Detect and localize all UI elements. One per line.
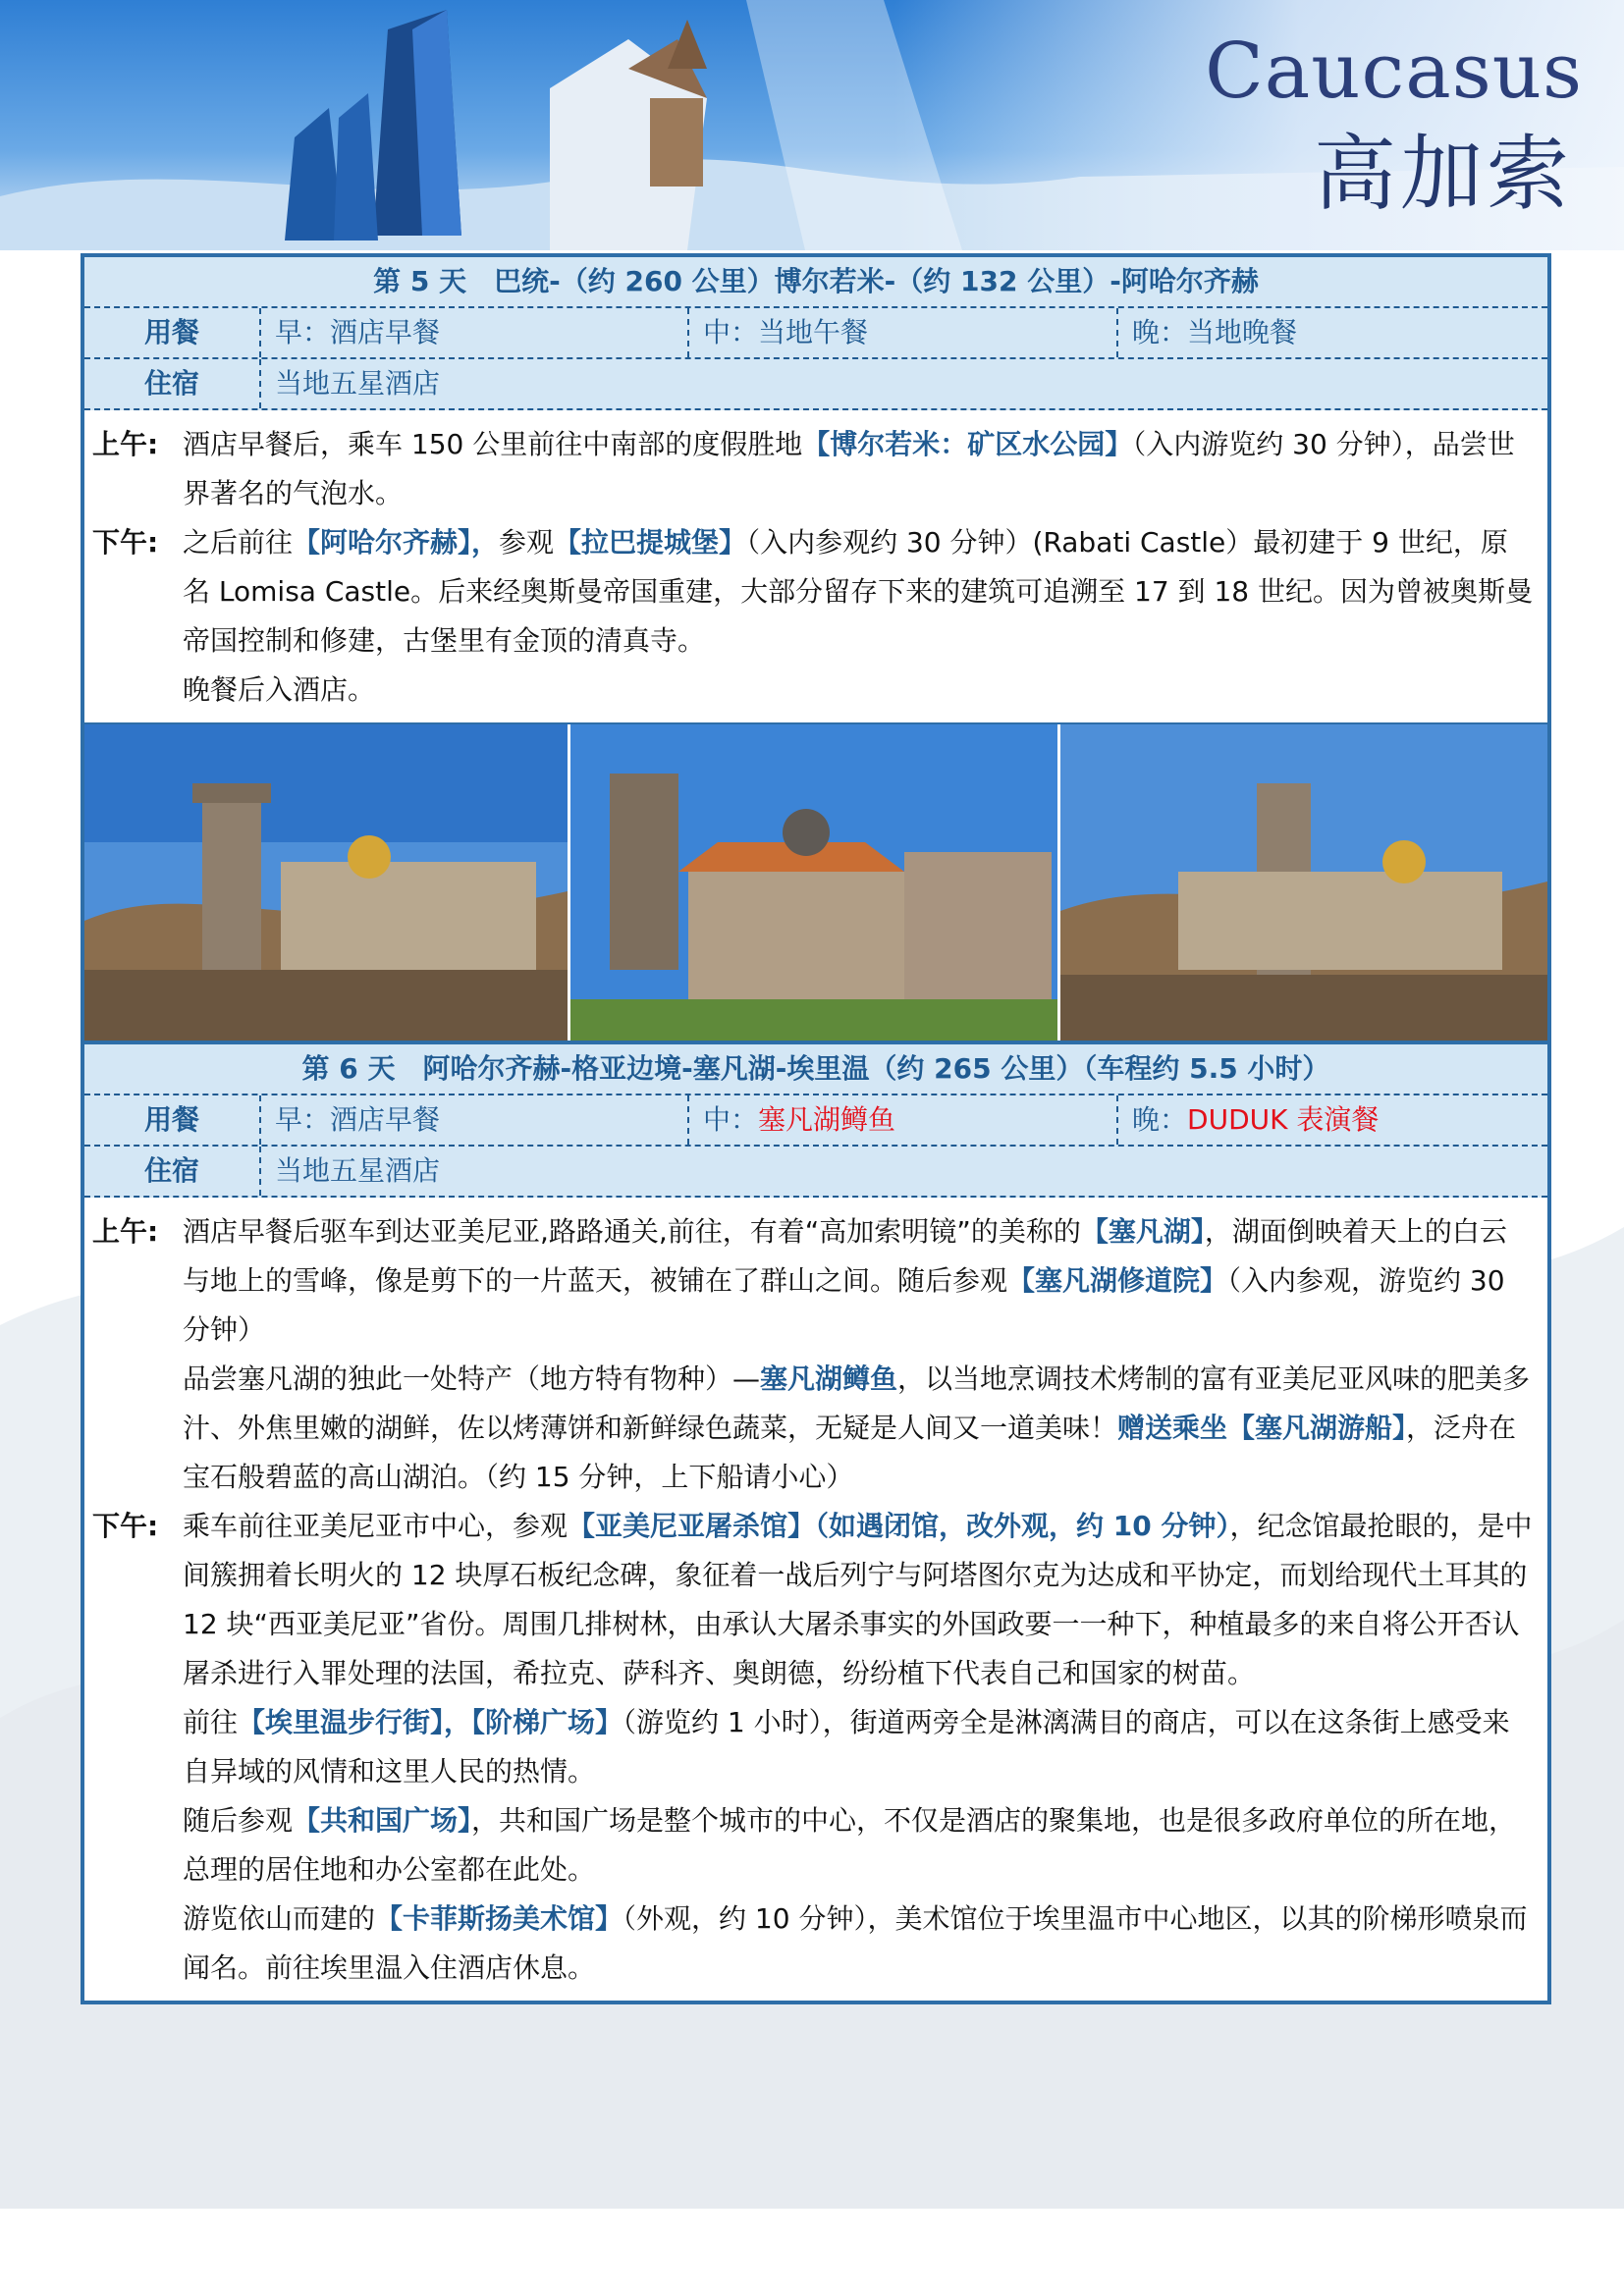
meals-label: 用餐 <box>84 1095 261 1145</box>
day5-morning <box>92 420 1534 518</box>
morning-label: 上午: <box>92 428 159 460</box>
highlight: 【共和国广场】 <box>293 1804 472 1837</box>
highlight: 【博尔若米：矿区水公园】 <box>802 428 1133 460</box>
morning-label: 上午: <box>92 1215 159 1248</box>
text: （入内参观约 30 分钟）(Rabati Castle）最初建于 9 世纪，原名 Lomisa Castle。后来经奥斯曼帝国重建，大部分留存下来的建筑可追溯至 17 到 18 世纪。因为曾被奥斯曼帝国控制和修建，古堡里有金顶的清真寺。 <box>183 526 1533 657</box>
castle-photo-2 <box>568 724 1060 1048</box>
highlight: 【塞凡湖修道院】 <box>1007 1264 1228 1297</box>
day6-section <box>81 1041 1551 2004</box>
highlight: 【拉巴提城堡】 <box>554 526 747 559</box>
brand-title-en: Caucasus <box>1205 27 1583 116</box>
day5-evening <box>92 666 1534 715</box>
day6-afternoon-4 <box>92 1895 1534 1993</box>
day6-itinerary <box>84 1198 1547 2001</box>
text: 游览依山而建的 <box>183 1902 376 1935</box>
text: 晚餐后入酒店。 <box>183 673 376 706</box>
day6-afternoon <box>92 1502 1534 1698</box>
afternoon-label: 下午: <box>92 1510 159 1542</box>
day5-section <box>81 253 1551 1052</box>
text: ，湖面倒映着天上的白云与地上的雪峰，像是剪下的一片蓝天，被铺在了群山之间。随后参观 <box>183 1215 1507 1297</box>
breakfast: 早：酒店早餐 <box>261 308 689 357</box>
lunch-prefix: 中： <box>703 1103 759 1136</box>
castle-photo-1 <box>84 724 568 1048</box>
text: 参观 <box>499 526 555 559</box>
afternoon-label: 下午: <box>92 526 159 559</box>
day5-afternoon <box>92 518 1534 666</box>
text: （游览约 1 小时），街道两旁全是淋漓满目的商店，可以在这条街上感受来自异域的风情和这里人民的热情。 <box>183 1706 1510 1788</box>
dinner-prefix: 晚： <box>1132 1103 1188 1136</box>
highlight: 【阿哈尔齐赫】， <box>293 526 500 559</box>
text: 前往 <box>183 1706 239 1738</box>
text: （入内游览约 30 分钟），品尝世界著名的气泡水。 <box>183 428 1515 509</box>
highlight: 【埃里温步行街】，【阶梯广场】 <box>238 1706 623 1738</box>
day6-afternoon-2 <box>92 1698 1534 1796</box>
day5-itinerary <box>84 410 1547 722</box>
castle-photo <box>1060 724 1547 1048</box>
highlight: 塞凡湖鳟鱼 <box>760 1362 898 1395</box>
highlight: 赠送乘坐【塞凡湖游船】 <box>1117 1412 1407 1444</box>
meals-label: 用餐 <box>84 308 261 357</box>
text: （外观，约 10 分钟），美术馆位于埃里温市中心地区，以其的阶梯形喷泉而闻名。前往埃里温入住酒店休息。 <box>183 1902 1528 1984</box>
text: 之后前往 <box>183 526 294 559</box>
hotel-label: 住宿 <box>84 359 261 408</box>
day6-morning-2 <box>92 1355 1534 1502</box>
day5-meals-row <box>84 308 1547 359</box>
hotel-label: 住宿 <box>84 1147 261 1196</box>
dinner: 晚：当地晚餐 <box>1132 316 1298 348</box>
text: ，纪念馆最抢眼的，是中间簇拥着长明火的 12 块厚石板纪念碑，象征着一战后列宁与阿塔图尔克为达成和平协定，而划给现代土耳其的 12 块“西亚美尼亚”省份。周围几排树林，由承认大屠杀事实的外国政要一一种下，种植最多的来自将公开否认屠杀进行入罪处理的法国，希拉克、萨科齐、奥朗德，纷纷植下代表自己和国家的树苗。 <box>183 1510 1533 1689</box>
day5-title: 第 5 天 巴统-（约 260 公里）博尔若米-（约 132 公里）-阿哈尔齐赫 <box>84 257 1547 308</box>
day5-photo-strip <box>84 722 1547 1048</box>
castle-photo-3 <box>1060 724 1547 1048</box>
breakfast: 早：酒店早餐 <box>261 1095 689 1145</box>
text: 乘车前往亚美尼亚市中心，参观 <box>183 1510 568 1542</box>
dinner-value: DUDUK 表演餐 <box>1187 1103 1380 1136</box>
day6-hotel-row <box>84 1147 1547 1198</box>
text: 酒店早餐后驱车到达亚美尼亚,路路通关,前往，有着“高加索明镜”的美称的 <box>183 1215 1081 1248</box>
lunch: 中：当地午餐 <box>689 308 1118 357</box>
day6-morning <box>92 1207 1534 1355</box>
castle-photo <box>84 724 568 1048</box>
highlight: 【卡菲斯扬美术馆】 <box>375 1902 623 1935</box>
text: ，以当地烹调技术烤制的富有亚美尼亚风味的肥美多汁、外焦里嫩的湖鲜，佐以烤薄饼和新鲜绿色蔬菜，无疑是人间又一道美味！ <box>183 1362 1531 1444</box>
text: （入内参观，游览约 30 分钟） <box>183 1264 1505 1346</box>
hotel: 当地五星酒店 <box>275 1154 441 1187</box>
day6-afternoon-3 <box>92 1796 1534 1895</box>
text: ，共和国广场是整个城市的中心，不仅是酒店的聚集地，也是很多政府单位的所在地，总理的居住地和办公室都在此处。 <box>183 1804 1517 1886</box>
text: ，泛舟在宝石般碧蓝的高山湖泊。（约 15 分钟，上下船请小心） <box>183 1412 1517 1493</box>
text: 随后参观 <box>183 1804 294 1837</box>
highlight: 【亚美尼亚屠杀馆】（如遇闭馆，改外观，约 10 分钟） <box>568 1510 1230 1542</box>
day6-title: 第 6 天 阿哈尔齐赫-格亚边境-塞凡湖-埃里温（约 265 公里）（车程约 5.5 小时） <box>84 1044 1547 1095</box>
dinner <box>1118 1095 1547 1145</box>
lunch <box>689 1095 1118 1145</box>
brand-title-cn: 高加索 <box>1313 126 1573 222</box>
day5-hotel-row <box>84 359 1547 410</box>
text: 品尝塞凡湖的独此一处特产（地方特有物种）— <box>183 1362 761 1395</box>
day6-meals-row <box>84 1095 1547 1147</box>
lunch-value: 塞凡湖鳟鱼 <box>758 1103 896 1136</box>
castle-photo <box>570 724 1057 1048</box>
page-banner <box>0 0 1624 250</box>
highlight: 【塞凡湖】 <box>1080 1215 1205 1248</box>
hotel: 当地五星酒店 <box>275 367 441 400</box>
text: 酒店早餐后，乘车 150 公里前往中南部的度假胜地 <box>183 428 803 460</box>
